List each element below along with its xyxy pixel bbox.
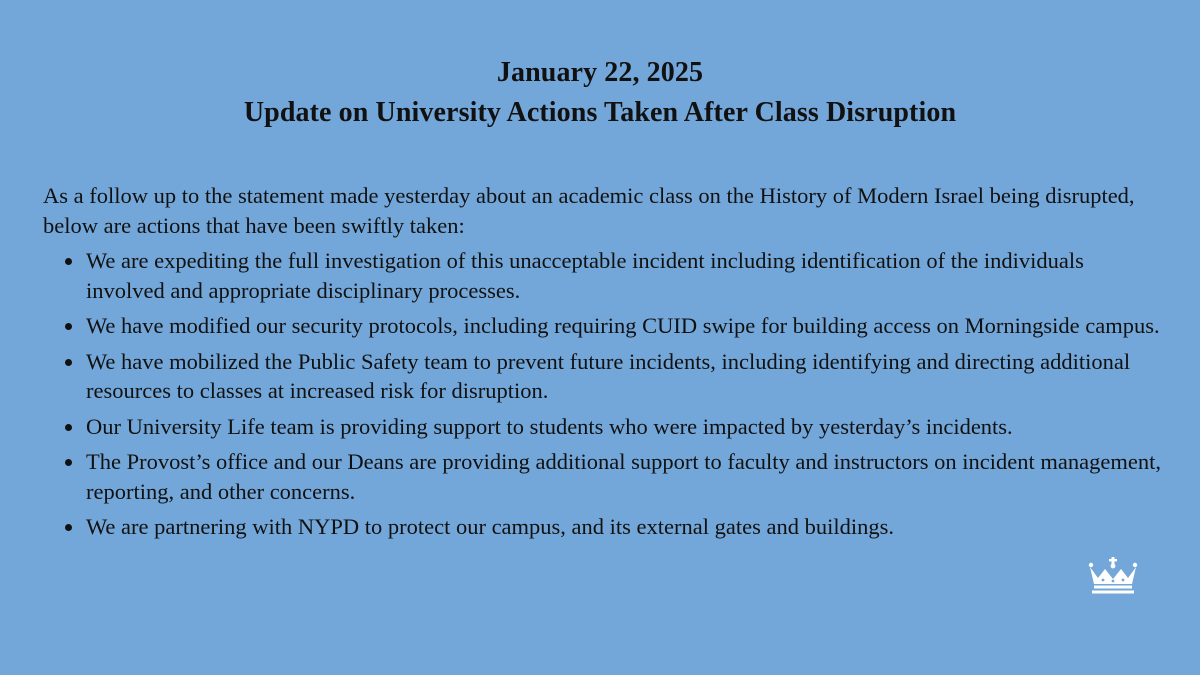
intro-paragraph: As a follow up to the statement made yesterday about an academic class on the History of Modern Israel being disrupted, below are actions that have been swiftly taken: <box>43 183 1135 238</box>
action-list <box>43 246 1168 542</box>
action-item <box>43 347 1168 406</box>
action-item <box>43 311 1168 341</box>
action-text: We have mobilized the Public Safety team to prevent future incidents, including identifying and directing additional resources to classes at increased risk for disruption. <box>86 348 1131 403</box>
statement-header <box>0 53 1200 133</box>
action-item <box>43 512 1168 542</box>
action-item <box>43 246 1168 305</box>
statement-date: January 22, 2025 <box>496 57 704 88</box>
action-text: We are partnering with NYPD to protect our campus, and its external gates and buildings. <box>86 514 894 539</box>
action-text: Our University Life team is providing support to students who were impacted by yesterday’s incidents. <box>86 413 1013 439</box>
action-text: We have modified our security protocols, including requiring CUID swipe for building access on Morningside campus. <box>86 313 1160 338</box>
bullet-icon <box>65 359 72 366</box>
action-item <box>43 447 1168 506</box>
bullet-icon <box>65 258 72 265</box>
crown-icon <box>1086 557 1140 597</box>
statement-title: Update on University Actions Taken After Class Disruption <box>243 97 957 128</box>
action-text: We are expediting the full investigation of this unacceptable incident including identification of the individuals involved and appropriate disciplinary processes. <box>86 248 1084 303</box>
statement-body <box>43 181 1168 542</box>
bullet-icon <box>65 524 72 531</box>
bullet-icon <box>65 323 72 330</box>
bullet-icon <box>65 459 72 466</box>
action-text: The Provost’s office and our Deans are providing additional support to faculty and instructors on incident management, reporting, and other concerns. <box>86 449 1161 504</box>
action-item <box>43 412 1168 442</box>
bullet-icon <box>65 424 72 431</box>
